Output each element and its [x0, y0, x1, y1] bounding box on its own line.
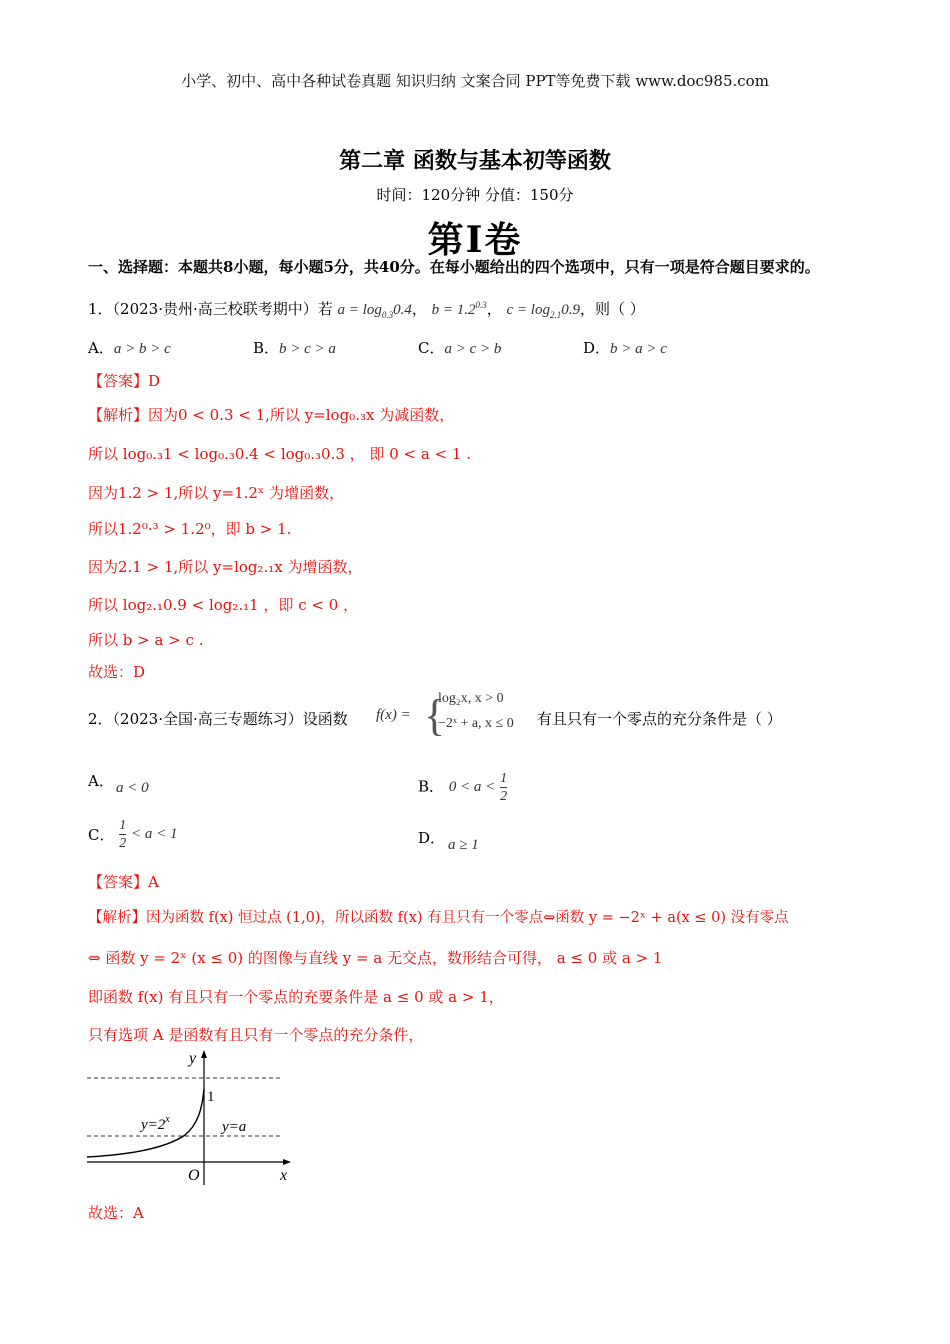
q1-expr-b: $b = 1.2^{0.3}$	[431, 300, 487, 318]
q2-graph	[85, 1045, 300, 1190]
q1-expr-c: $c = \log_{2.1}0.9$	[506, 302, 580, 320]
q1-option-d: D．b > a > c	[583, 339, 667, 357]
x-axis-label: x	[280, 1167, 288, 1184]
site-banner: 小学、初中、高中各种试卷真题 知识归纳 文案合同 PPT等免费下载 www.doc985.com	[181, 72, 769, 90]
q2-option-b: B． 0 < a < $\frac{1}{2}$	[418, 771, 508, 804]
q1-stem: 1．（2023·贵州·高三校联考期中）若 $a = \log_{0.3}0.4$， $b = 1.2^{0.3}$， $c = \log_{2.1}0.9$，则（ ）	[88, 300, 645, 320]
q2-option-c: C． $\frac{1}{2}$ < a < 1	[88, 818, 178, 851]
q2-option-d-text: a ≥ 1	[448, 837, 479, 853]
q2-case-1: log₂x, x > 0	[438, 691, 504, 706]
q1-option-a: A．a > b > c	[88, 339, 171, 357]
q2-analysis-line-4: 只有选项 A 是函数有且只有一个零点的充分条件，	[88, 1026, 424, 1044]
q1-option-c: C．a > c > b	[418, 339, 502, 357]
q1-analysis-line-1: 【解析】因为0 < 0.3 < 1,所以 y=log₀.₃x 为减函数，	[88, 406, 455, 424]
q1-option-b: B．b > c > a	[253, 339, 336, 357]
q2-choice: 故选：A	[88, 1204, 144, 1222]
q2-brace: {	[424, 691, 446, 740]
y-axis-arrow	[201, 1050, 207, 1058]
q1-analysis-line-3: 因为1.2 > 1,所以 y=1.2ˣ 为增函数，	[88, 484, 345, 502]
chapter-title: 第二章 函数与基本初等函数	[339, 148, 611, 174]
y-axis-label: y	[189, 1050, 197, 1067]
volume-heading: 第I卷	[427, 219, 523, 261]
q2-analysis-line-1: 【解析】因为函数 f(x) 恒过点 (1,0)，所以函数 f(x) 有且只有一个零点⇔函数 y = −2ˣ + a(x ≤ 0) 没有零点	[88, 910, 789, 926]
origin-label: O	[188, 1167, 200, 1184]
q2-analysis-line-3: 即函数 f(x) 有且只有一个零点的充要条件是 a ≤ 0 或 a > 1，	[88, 988, 504, 1006]
q1-analysis-line-7: 所以 b > a > c .	[88, 631, 204, 649]
q2-case-2: −2ˣ + a, x ≤ 0	[438, 716, 514, 731]
q1-expr-a: $a = \log_{0.3}0.4$	[337, 302, 412, 320]
q1-choice: 故选：D	[88, 663, 146, 681]
q1-analysis-line-2: 所以 log₀.₃1 < log₀.₃0.4 < log₀.₃0.3 ， 即 0 < a < 1 .	[88, 445, 471, 463]
q2-stem-prefix: 2．（2023·全国·高三专题练习）设函数	[88, 710, 348, 728]
q2-stem-suffix: 有且只有一个零点的充分条件是（ ）	[537, 710, 782, 728]
q2-option-a-letter: A．	[88, 772, 114, 790]
section-instructions: 一、选择题：本题共8小题，每小题5分，共40分。在每小题给出的四个选项中，只有一项是符合题目要求的。	[88, 258, 820, 276]
curve-label: $y=2^x$	[141, 1114, 170, 1133]
line-label: y=a	[222, 1119, 247, 1135]
q1-stem-suffix: ，则（ ）	[579, 300, 645, 318]
q2-answer: 【答案】A	[88, 873, 159, 891]
q2-option-a-text: a < 0	[116, 780, 149, 796]
q1-answer: 【答案】D	[88, 372, 161, 390]
q2-analysis-line-2: ⇔ 函数 y = 2ˣ (x ≤ 0) 的图像与直线 y = a 无交点，数形结合可得， a ≤ 0 或 a > 1	[88, 949, 663, 967]
q1-analysis-line-5: 因为2.1 > 1,所以 y=log₂.₁x 为增函数，	[88, 558, 363, 576]
q1-analysis-line-4: 所以1.2⁰·³ > 1.2⁰，即 b > 1.	[88, 520, 292, 538]
q2-fx: f(x) =	[376, 707, 411, 723]
q2-option-d-letter: D．	[418, 829, 446, 847]
x-axis-arrow	[283, 1159, 291, 1165]
exam-meta: 时间：120分钟 分值：150分	[376, 186, 574, 204]
q1-analysis-line-6: 所以 log₂.₁0.9 < log₂.₁1 ，即 c < 0 ，	[88, 596, 359, 614]
value-one-label: 1	[207, 1089, 215, 1105]
q1-stem-prefix: 1．（2023·贵州·高三校联考期中）若	[88, 300, 333, 318]
